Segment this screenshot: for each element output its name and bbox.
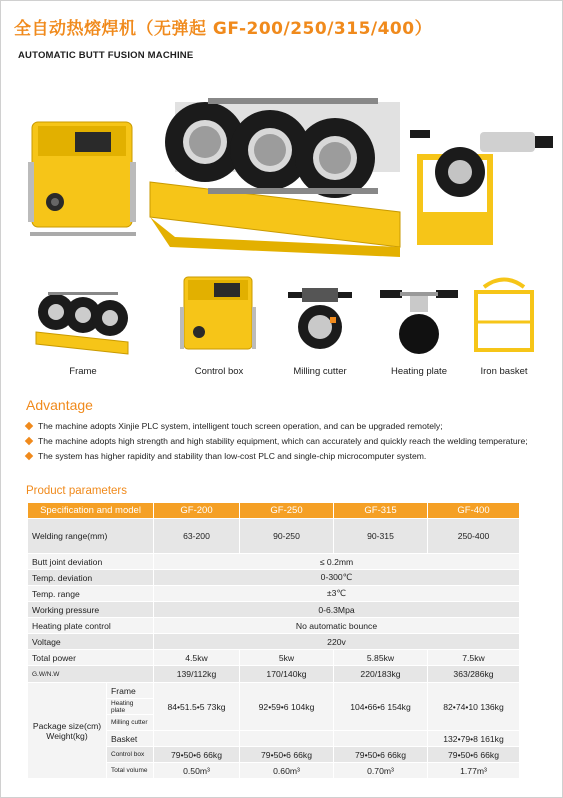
page-subtitle: AUTOMATIC BUTT FUSION MACHINE <box>18 50 194 61</box>
thumb-iron-basket <box>464 262 544 377</box>
iron-basket-image <box>464 262 544 362</box>
header-model: GF-200 <box>154 503 240 519</box>
thumb-control-box <box>174 262 264 377</box>
advantage-item: The system has higher rapidity and stability than low-cost PLC and single-chip microcomputer system. <box>26 450 546 463</box>
advantage-heading: Advantage <box>26 397 93 413</box>
header-model: GF-400 <box>428 503 520 519</box>
table-row: Control box 79•50•6 66kg 79•50•6 66kg 79•50•6 66kg 79•50•6 66kg <box>28 747 520 763</box>
hero-product-illustration <box>0 62 563 262</box>
table-row: Total power 4.5kw 5kw 5.85kw 7.5kw <box>28 650 520 666</box>
hero-control-box <box>28 122 136 236</box>
thumb-control-box-label: Control box <box>194 366 244 377</box>
thumb-milling-cutter-label: Milling cutter <box>293 366 347 377</box>
table-row: Package size(cm) Weight(kg) Frame 84•51.5•5 73kg 92•59•6 104kg 104•66•6 154kg 82•74•10 136kg <box>28 683 520 699</box>
product-parameters-heading: Product parameters <box>26 485 127 497</box>
table-row: Butt joint deviation ≤ 0.2mm <box>28 554 520 570</box>
thumb-frame-label: Frame <box>69 366 97 377</box>
table-row: G.W/N.W 139/112kg 170/140kg 220/183kg 363/286kg <box>28 666 520 683</box>
package-label: Package size(cm) Weight(kg) <box>28 683 107 779</box>
advantage-item: The machine adopts Xinjie PLC system, intelligent touch screen operation, and can be upgraded remotely; <box>26 420 546 433</box>
header-model: GF-315 <box>334 503 428 519</box>
table-row: Welding range(mm) 63-200 90-250 90-315 250-400 <box>28 519 520 554</box>
thumb-iron-basket-label: Iron basket <box>480 366 528 377</box>
table-row: Working pressure 0-6.3Mpa <box>28 602 520 618</box>
thumb-heating-plate-label: Heating plate <box>391 366 447 377</box>
component-thumbnails <box>14 262 544 387</box>
header-model: GF-250 <box>240 503 334 519</box>
table-row: Total volume 0.50m³ 0.60m³ 0.70m³ 1.77m³ <box>28 763 520 779</box>
header-spec: Specification and model <box>28 503 154 519</box>
table-row: Basket 132•79•8 161kg <box>28 731 520 747</box>
hero-frame <box>150 98 400 257</box>
control-box-image <box>174 262 264 362</box>
thumb-heating-plate <box>374 262 464 377</box>
page-title: 全自动热熔焊机（无弹起 GF-200/250/315/400） <box>14 19 433 39</box>
bullet-icon <box>25 422 33 430</box>
frame-image <box>28 262 138 362</box>
thumb-frame <box>28 262 138 377</box>
table-row: Temp. deviation 0-300℃ <box>28 570 520 586</box>
product-parameters-table <box>27 502 520 779</box>
bullet-icon <box>25 452 33 460</box>
table-row: Temp. range ±3℃ <box>28 586 520 602</box>
table-header-row <box>28 503 520 519</box>
advantage-item: The machine adopts high strength and high stability equipment, which can accurately and quickly reach the welding temperature; <box>26 435 546 448</box>
advantage-list <box>26 420 546 465</box>
table-row: Milling cutter <box>28 715 520 731</box>
milling-cutter-image <box>280 262 360 362</box>
table-row: Voltage 220v <box>28 634 520 650</box>
table-row: Heating plate control No automatic bounce <box>28 618 520 634</box>
heating-plate-image <box>374 262 464 362</box>
hero-milling-cutter <box>410 130 553 242</box>
thumb-milling-cutter <box>280 262 360 377</box>
table-row: Heating plate <box>28 699 520 715</box>
bullet-icon <box>25 437 33 445</box>
